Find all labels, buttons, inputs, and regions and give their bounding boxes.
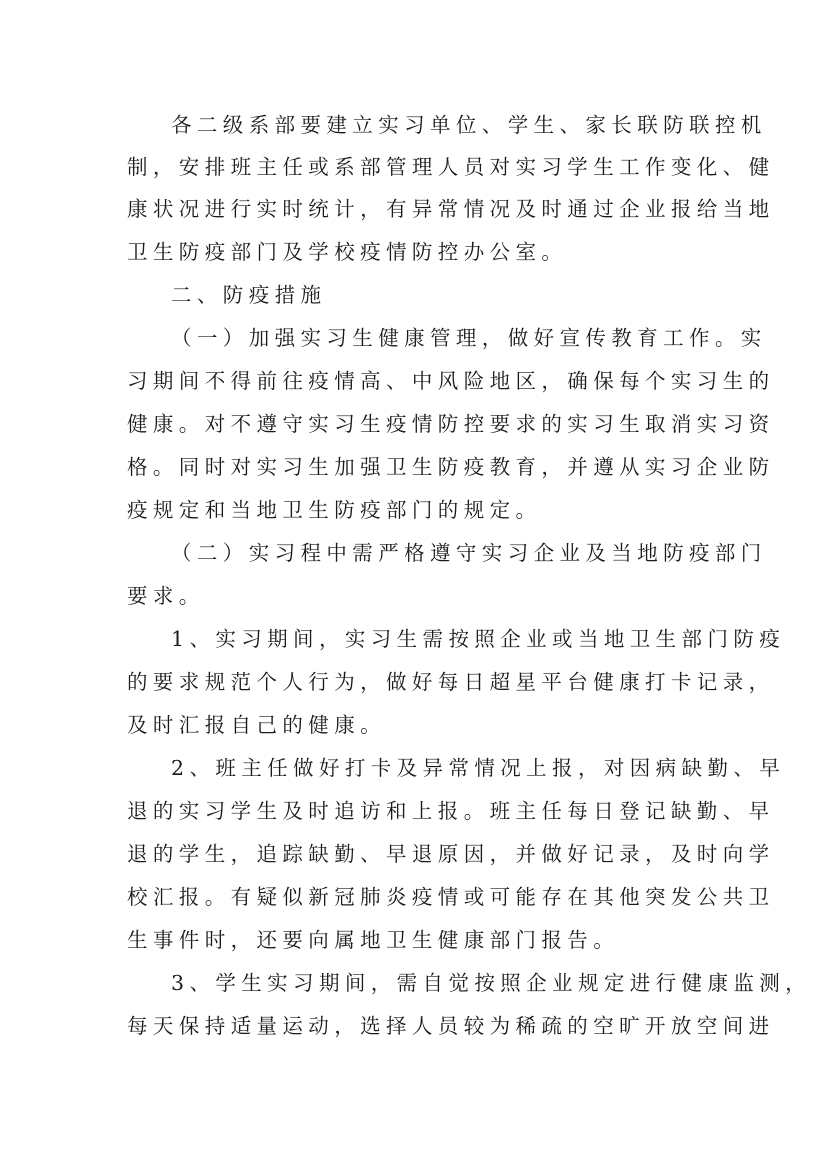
text-line: 康状况进行实时统计，有异常情况及时通过企业报给当地 xyxy=(127,197,775,221)
text-line: 疫规定和当地卫生防疫部门的规定。 xyxy=(127,498,542,522)
text-line: 校汇报。有疑似新冠肺炎疫情或可能存在其他突发公共卫 xyxy=(127,885,775,909)
text-line: 生事件时，还要向属地卫生健康部门报告。 xyxy=(127,928,620,952)
text-line: 退的实习学生及时追访和上报。班主任每日登记缺勤、早 xyxy=(127,799,775,823)
section-heading: 二、防疫措施 xyxy=(171,283,327,307)
text-line: 2、班主任做好打卡及异常情况上报，对因病缺勤、早 xyxy=(171,756,786,780)
text-line: 制，安排班主任或系部管理人员对实习学生工作变化、健 xyxy=(127,155,775,179)
text-line: 习期间不得前往疫情高、中风险地区，确保每个实习生的 xyxy=(127,369,775,393)
text-line: 格。同时对实习生加强卫生防疫教育，并遵从实习企业防 xyxy=(127,455,775,479)
text-line: 各二级系部要建立实习单位、学生、家长联防联控机 xyxy=(171,113,767,137)
text-line: 卫生防疫部门及学校疫情防控办公室。 xyxy=(127,240,568,264)
text-line: 及时汇报自己的健康。 xyxy=(127,713,386,737)
text-line: 1、实习期间，实习生需按照企业或当地卫生部门防疫 xyxy=(171,627,786,651)
text-line: 退的学生，追踪缺勤、早退原因，并做好记录，及时向学 xyxy=(127,842,775,866)
text-line: （二）实习程中需严格遵守实习企业及当地防疫部门 xyxy=(171,541,767,565)
text-line: 健康。对不遵守实习生疫情防控要求的实习生取消实习资 xyxy=(127,412,775,436)
text-line: 每天保持适量运动，选择人员较为稀疏的空旷开放空间进 xyxy=(127,1014,775,1038)
text-line: 要求。 xyxy=(127,584,205,608)
text-line: 的要求规范个人行为，做好每日超星平台健康打卡记录， xyxy=(127,670,775,694)
text-line: （一）加强实习生健康管理，做好宣传教育工作。实 xyxy=(171,326,767,350)
text-line: 3、学生实习期间，需自觉按照企业规定进行健康监测， xyxy=(171,971,812,995)
